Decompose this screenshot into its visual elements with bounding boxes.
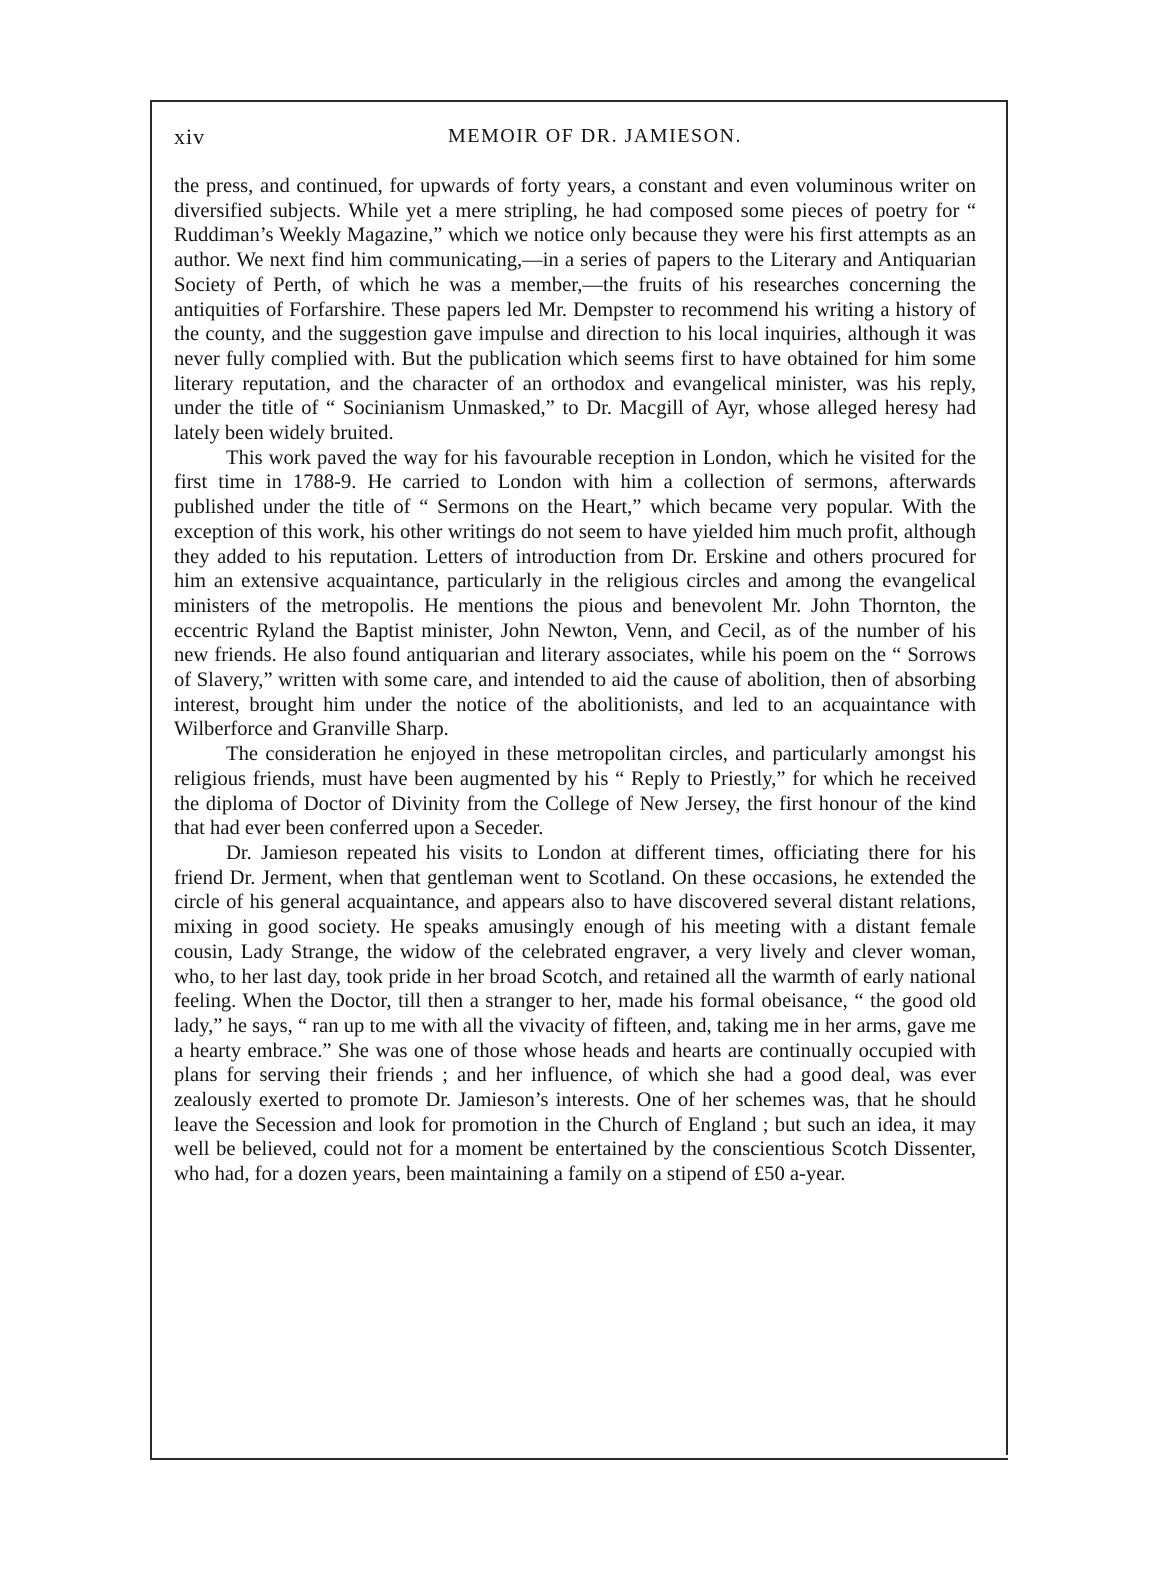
paragraph-doctor-of-divinity: The consideration he enjoyed in these metropolitan circles, and particularly amongst his religious friends, must have been augmented by his “ Reply to Priestly,” for which he received the diploma of Doctor of Divinity from the College of New Jersey, the first honour of the kind that had ever been conferred upon a Seceder. <box>174 743 976 840</box>
page-header <box>172 124 978 154</box>
paragraph-continued: the press, and continued, for upwards of forty years, a constant and even voluminous writer on diversified subjects. While yet a mere stripling, he had composed some pieces of poetry for “ Ruddiman’s Weekly Magazine,” which we notice only because they were his first attempts as an author. We next find him communicating,—in a series of papers to the Literary and Antiquarian Society of Perth, of which he was a member,—the fruits of his researches concerning the antiquities of Forfarshire. These papers led Mr. Dempster to recommend his writing a history of the county, and the suggestion gave impulse and direction to his local inquiries, although it was never fully complied with. But the publication which seems first to have obtained for him some literary reputation, and the character of an orthodox and evangelical minister, was his reply, under the title of “ Socinianism Unmasked,” to Dr. Macgill of Ayr, whose alleged heresy had lately been widely bruited. <box>174 175 976 445</box>
border-left-rule <box>150 100 152 1460</box>
page-number: xiv <box>174 124 206 149</box>
border-right-rule <box>1006 100 1008 1455</box>
paragraph-london-visit: This work paved the way for his favourable reception in London, which he visited for the first time in 1788-9. He carried to London with him a collection of sermons, afterwards published under the title of “ Sermons on the Heart,” which became very popular. With the exception of this work, his other writings do not seem to have yielded him much profit, although they added to his reputation. Letters of introduction from Dr. Erskine and others procured for him an extensive acquaintance, particularly in the religious circles and among the evangelical ministers of the metropolis. He mentions the pious and benevolent Mr. John Thornton, the eccentric Ryland the Baptist minister, John Newton, Venn, and Cecil, as of the number of his new friends. He also found antiquarian and literary associates, while his poem on the “ Sorrows of Slavery,” written with some care, and intended to aid the cause of abolition, then of absorbing interest, brought him under the notice of the abolitionists, and led to an acquaintance with Wilberforce and Granville Sharp. <box>174 446 976 741</box>
border-top-rule <box>150 100 1008 102</box>
paragraph-lady-strange: Dr. Jamieson repeated his visits to London at different times, officiating there for his friend Dr. Jerment, when that gentleman went to Scotland. On these occasions, he extended the circle of his general acquaintance, and appears also to have discovered several distant relations, mixing in good society. He speaks amusingly enough of his meeting with a distant female cousin, Lady Strange, the widow of the celebrated engraver, a very lively and clever woman, who, to her last day, took pride in her broad Scotch, and retained all the warmth of early national feeling. When the Doctor, till then a stranger to her, made his formal obeisance, “ the good old lady,” he says, “ ran up to me with all the vivacity of fifteen, and, taking me in her arms, gave me a hearty embrace.” She was one of those whose heads and hearts are continually occupied with plans for serving their friends ; and her influence, of which she had a good deal, was ever zealously exerted to promote Dr. Jamieson’s interests. One of her schemes was, that he should leave the Secession and look for promotion in the Church of England ; but such an idea, it may well be believed, could not for a moment be entertained by the conscientious Scotch Dissenter, who had, for a dozen years, been maintaining a family on a stipend of £50 a-year. <box>174 841 976 1186</box>
border-bottom-rule <box>150 1458 1008 1460</box>
memoir-body <box>174 174 976 1187</box>
running-title: MEMOIR OF DR. JAMIESON. <box>448 125 742 147</box>
